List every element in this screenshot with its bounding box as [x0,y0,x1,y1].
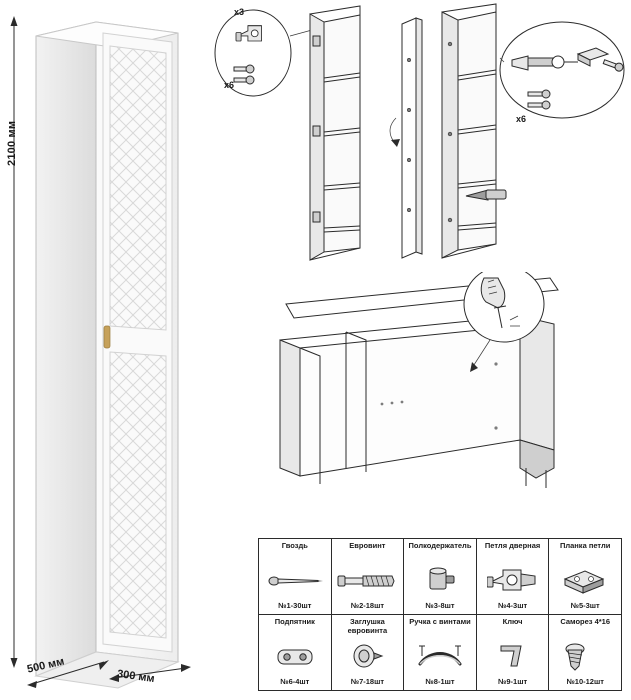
carcass-left-view [310,6,360,260]
hinge-plate-icon [551,561,619,601]
hinge-plate-callout-group [500,22,624,124]
screw-cap-icon [334,637,402,677]
assembly-step-1-diagram [210,0,631,290]
legend-item-title: Ключ [502,617,523,626]
hinge-count-label: х3 [234,7,245,17]
legend-row [259,539,621,614]
cabinet-illustration [0,0,220,700]
height-dimension-label: 2100 мм [6,120,18,166]
legend-item-door-hinge [476,539,549,614]
height-dimension-arrow [11,16,18,668]
legend-item-title: Евровинт [349,541,386,550]
legend-item-code: №4-3шт [498,601,528,610]
shelf-support-icon [406,561,474,601]
legend-item-allen-key [476,615,549,690]
legend-item-code: №3-8шт [425,601,455,610]
legend-item-title: Заглушка евровинта [347,617,388,635]
width-dimension-label: 300 мм [116,668,156,686]
legend-item-nail [259,539,331,614]
legend-item-screw-cap [331,615,404,690]
legend-item-title: Подпятник [274,617,315,626]
legend-item-code: №2-18шт [350,601,385,610]
legend-item-code: №5-3шт [570,601,600,610]
legend-item-code: №10-12шт [566,677,604,686]
depth-dimension-label: 500 мм [26,655,66,676]
cabinet-body [36,22,178,688]
legend-item-handle [403,615,476,690]
legend-item-title: Ручка с винтами [409,617,471,626]
legend-item-self-tapping-screw [548,615,621,690]
carcass-right-view [442,4,506,258]
back-panel [390,18,422,258]
legend-item-code: №8-1шт [425,677,455,686]
legend-item-furniture-foot [259,615,331,690]
furniture-foot-icon [261,637,329,677]
parts-legend-table [258,538,622,691]
legend-item-title: Планка петли [559,541,611,550]
legend-item-euro-screw [331,539,404,614]
lying-carcass [280,316,554,488]
legend-item-shelf-support [403,539,476,614]
legend-item-code: №6-4шт [280,677,310,686]
legend-item-code: №1-30шт [278,601,312,610]
legend-item-hinge-plate [548,539,621,614]
cabinet-photo-block [0,0,220,700]
euro-screw-icon [334,561,402,601]
hinge-screw-count-label: х6 [224,80,235,90]
allen-key-icon [479,637,547,677]
door-hinge-icon [479,561,547,601]
legend-row [259,614,621,690]
nail-icon [261,561,329,601]
hinge-plate-screw-count-label: х6 [516,114,527,124]
legend-item-code: №7-18шт [350,677,385,686]
handle-icon [406,637,474,677]
legend-item-title: Гвоздь [281,541,308,550]
legend-item-title: Полкодержатель [408,541,472,550]
legend-item-title: Петля дверная [484,541,541,550]
legend-item-title: Саморез 4*16 [560,617,611,626]
self-tapping-screw-icon [551,637,619,677]
legend-item-code: №9-1шт [498,677,528,686]
assembly-step-2-diagram [258,272,631,522]
